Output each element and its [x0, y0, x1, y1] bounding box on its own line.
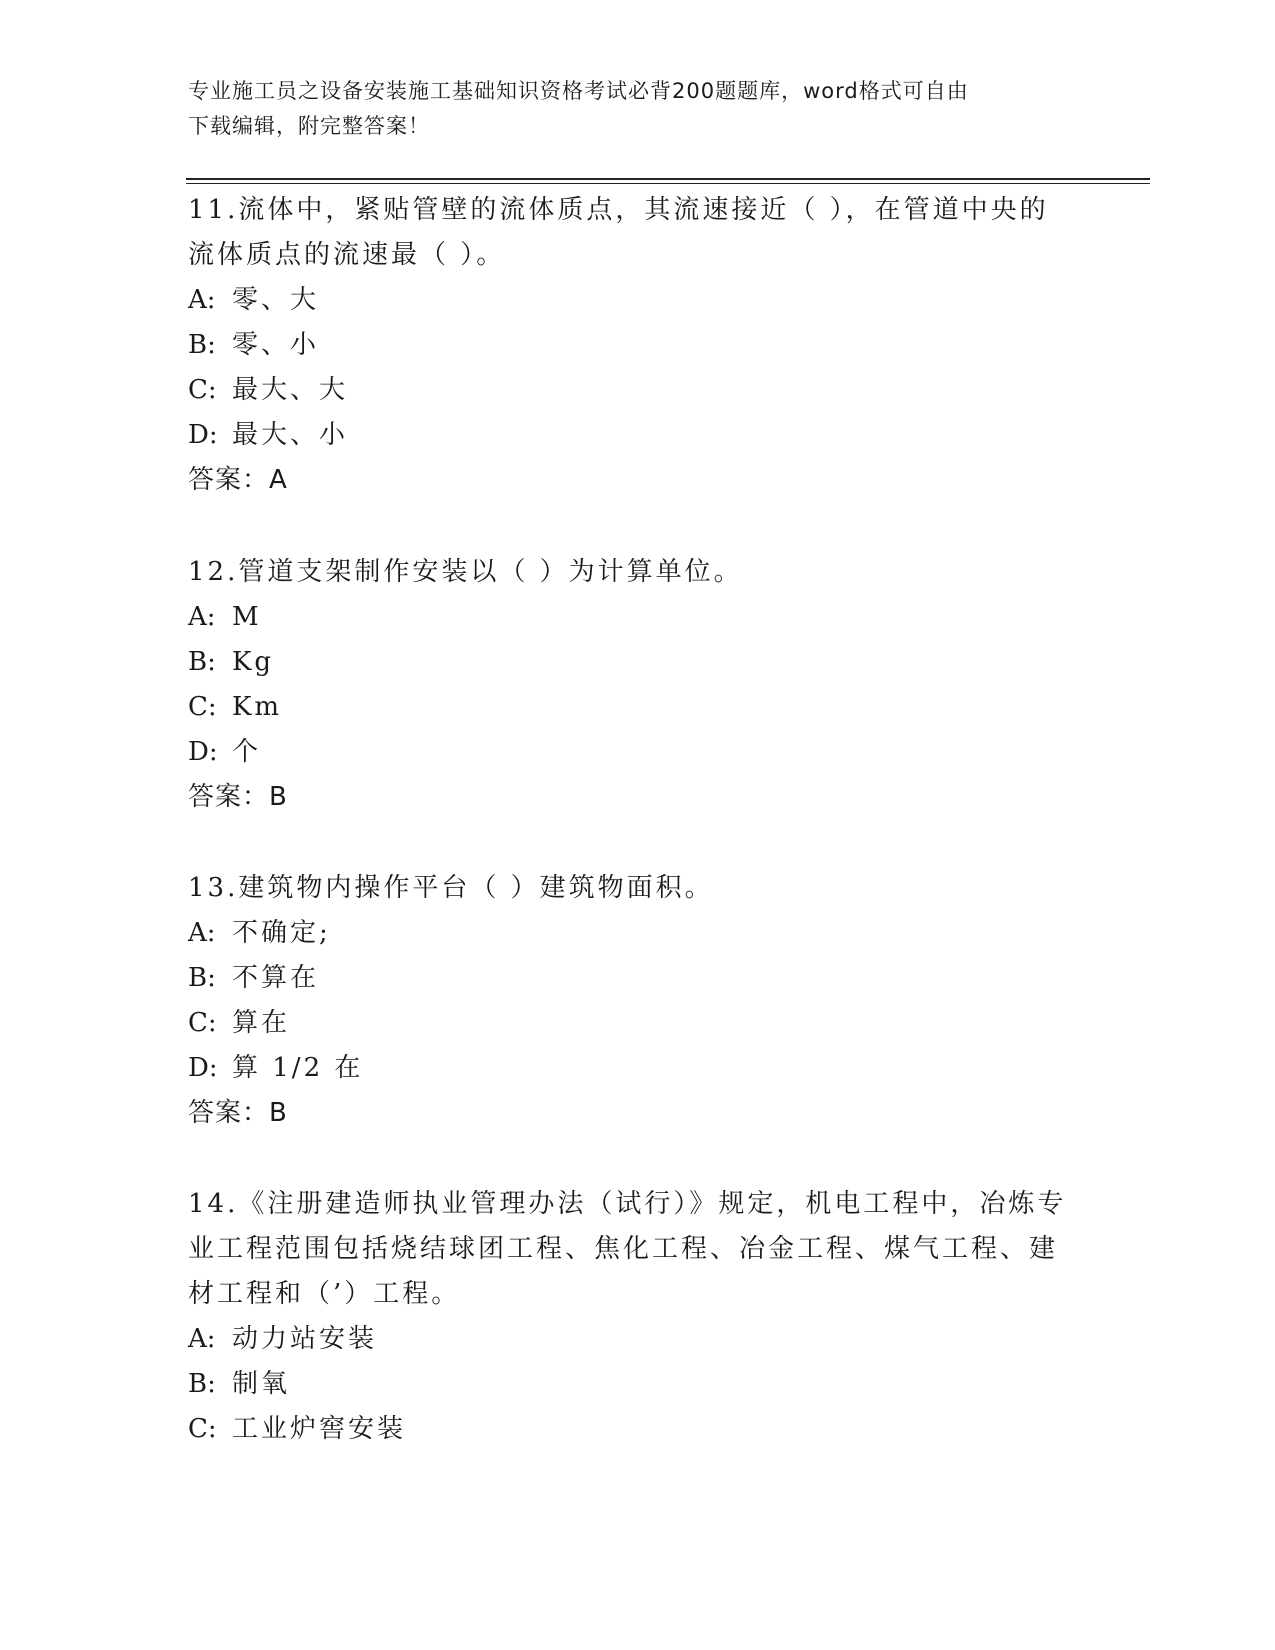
- question-14: [188, 1182, 1088, 1452]
- question-stem-continued: 流体质点的流速最（ ）。: [188, 240, 506, 270]
- option-key: B:: [188, 963, 216, 993]
- option-key: C:: [188, 1414, 217, 1444]
- question-12: [188, 550, 1088, 820]
- option-c: [188, 368, 1088, 413]
- question-stem-continued: 业工程范围包括烧结球团工程、焦化工程、冶金工程、煤气工程、建: [188, 1234, 1059, 1264]
- option-d: [188, 413, 1088, 458]
- option-c: [188, 1407, 1088, 1452]
- option-key: B:: [188, 330, 216, 360]
- option-text: Km: [232, 692, 283, 722]
- question-stem: 11.流体中，紧贴管壁的流体质点，其流速接近（ ），在管道中央的: [188, 195, 1049, 225]
- option-c: [188, 1001, 1088, 1046]
- header-line-2: 下载编辑，附完整答案！: [188, 114, 430, 138]
- answer-line: 答案：B: [188, 1098, 288, 1128]
- option-key: B:: [188, 647, 216, 677]
- question-stem: 13.建筑物内操作平台（ ）建筑物面积。: [188, 873, 714, 903]
- header-line-1: 专业施工员之设备安装施工基础知识资格考试必背200题题库，word格式可自由: [188, 79, 969, 103]
- option-a: [188, 278, 1088, 323]
- option-key: A:: [188, 285, 216, 315]
- header-divider-thick: [186, 178, 1150, 180]
- option-d: [188, 1046, 1088, 1091]
- option-text: 算 1/2 在: [232, 1053, 364, 1083]
- option-text: 零、小: [232, 330, 320, 360]
- option-key: D:: [188, 420, 218, 450]
- option-a: [188, 911, 1088, 956]
- option-text: 最大、大: [232, 375, 349, 405]
- option-b: [188, 640, 1088, 685]
- option-b: [188, 1362, 1088, 1407]
- answer-line: 答案：B: [188, 782, 288, 812]
- option-text: 动力站安装: [232, 1324, 378, 1354]
- question-stem: 12.管道支架制作安装以（ ）为计算单位。: [188, 557, 743, 587]
- option-key: C:: [188, 375, 217, 405]
- option-key: A:: [188, 1324, 216, 1354]
- option-d: [188, 730, 1088, 775]
- option-text: 制氧: [232, 1369, 291, 1399]
- option-c: [188, 685, 1088, 730]
- option-key: C:: [188, 692, 217, 722]
- option-text: 个: [232, 737, 262, 767]
- option-text: M: [232, 602, 262, 632]
- header-divider-thin: [186, 183, 1150, 184]
- option-a: [188, 1317, 1088, 1362]
- option-b: [188, 323, 1088, 368]
- question-13: [188, 866, 1088, 1136]
- option-text: Kg: [232, 647, 275, 677]
- option-key: C:: [188, 1008, 217, 1038]
- option-key: A:: [188, 602, 216, 632]
- question-11: [188, 188, 1088, 503]
- option-text: 不算在: [232, 963, 320, 993]
- question-stem-continued: 材工程和（’）工程。: [188, 1279, 461, 1309]
- option-text: 不确定;: [232, 918, 331, 948]
- answer-line: 答案：A: [188, 465, 288, 495]
- option-key: A:: [188, 918, 216, 948]
- option-text: 工业炉窖安装: [232, 1414, 407, 1444]
- option-b: [188, 956, 1088, 1001]
- option-key: B:: [188, 1369, 216, 1399]
- option-text: 零、大: [232, 285, 320, 315]
- option-key: D:: [188, 1053, 218, 1083]
- question-stem: 14.《注册建造师执业管理办法（试行）》规定，机电工程中，冶炼专: [188, 1189, 1067, 1219]
- option-text: 最大、小: [232, 420, 349, 450]
- document-header: [188, 74, 1068, 144]
- option-text: 算在: [232, 1008, 291, 1038]
- option-a: [188, 595, 1088, 640]
- option-key: D:: [188, 737, 218, 767]
